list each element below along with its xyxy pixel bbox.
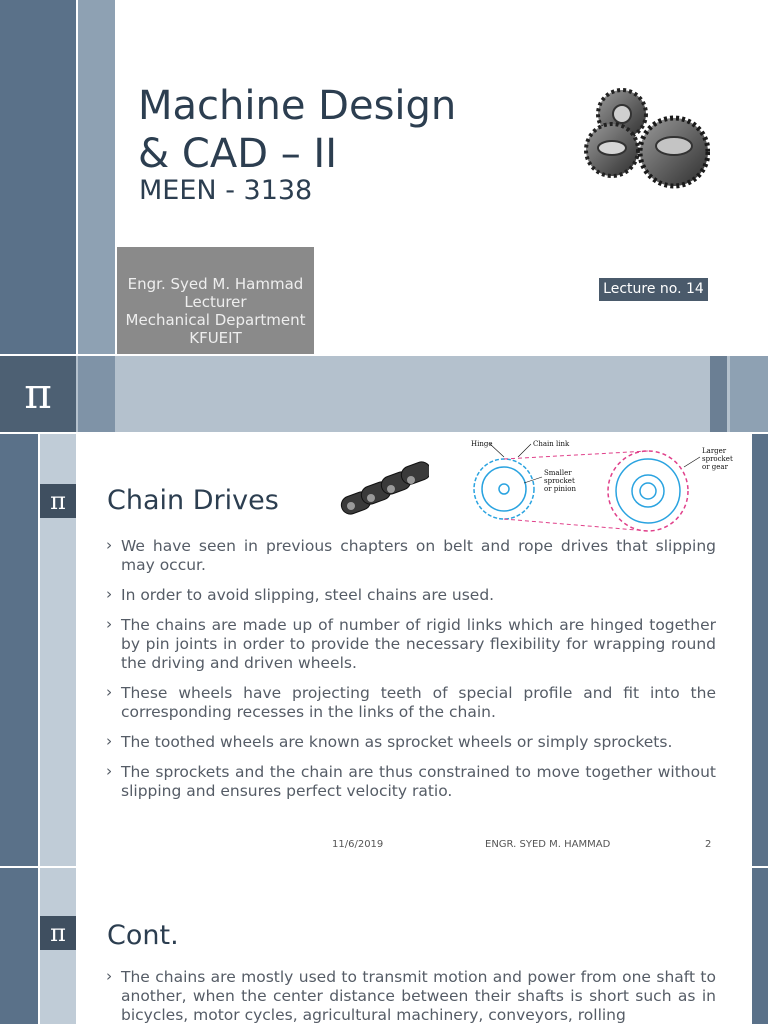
large-sprocket bbox=[608, 451, 688, 531]
author-institution: KFUEIT bbox=[189, 329, 242, 347]
footer-date: 11/6/2019 bbox=[332, 839, 384, 850]
slide-heading: Chain Drives bbox=[107, 485, 279, 516]
bullet-list bbox=[106, 968, 716, 1024]
list-item: › In order to avoid slipping, steel chains are used. bbox=[106, 586, 716, 605]
diagram-labels bbox=[471, 440, 733, 493]
list-item: › The chains are made up of number of rigid links which are hinged together by pin joints in order to provide the necessary flexibility for wrapping round the driving and driven wheels. bbox=[106, 616, 716, 673]
footer-author: ENGR. SYED M. HAMMAD bbox=[485, 839, 611, 850]
author-name: Engr. Syed M. Hammad bbox=[127, 275, 304, 293]
banner-right-accent-light bbox=[730, 356, 768, 432]
chain-drive-diagram bbox=[456, 433, 752, 533]
left-accent-column-light bbox=[78, 0, 115, 354]
lecture-badge: Lecture no. 14 bbox=[599, 278, 708, 301]
label-chain-link: Chain link bbox=[533, 440, 570, 448]
chain-loop bbox=[474, 459, 534, 519]
label-smaller-3: or pinion bbox=[544, 485, 576, 493]
banner-accent bbox=[78, 356, 115, 432]
list-item: › The toothed wheels are known as sprocket wheels or simply sprockets. bbox=[106, 733, 716, 752]
helical-gears-icon bbox=[584, 88, 710, 192]
list-item: › We have seen in previous chapters on belt and rope drives that slipping may occur. bbox=[106, 537, 716, 575]
page-number: 2 bbox=[705, 839, 712, 850]
course-code: MEEN - 3138 bbox=[139, 175, 313, 206]
pi-icon: π bbox=[40, 916, 76, 950]
slide-heading: Cont. bbox=[107, 920, 179, 951]
author-department: Mechanical Department bbox=[125, 311, 306, 329]
right-accent-column bbox=[752, 868, 768, 1024]
author-box bbox=[117, 247, 314, 354]
list-item: › The chains are mostly used to transmit motion and power from one shaft to another, when the center distance between their shafts is short such as in bicycles, motor cycles, agricultural machinery, conveyors, rolling bbox=[106, 968, 716, 1024]
label-smaller-2: sprocket bbox=[544, 477, 575, 485]
slide-banner bbox=[0, 356, 768, 432]
cont-slide[interactable] bbox=[0, 868, 768, 1024]
leader-lines bbox=[490, 444, 700, 483]
label-larger-3: or gear bbox=[702, 463, 728, 471]
title-slide[interactable] bbox=[0, 0, 768, 354]
label-smaller-1: Smaller bbox=[544, 469, 572, 477]
left-accent-column bbox=[0, 868, 38, 1024]
title-line-2: & CAD – II bbox=[138, 131, 338, 177]
list-item: › These wheels have projecting teeth of special profile and fit into the corresponding recesses in the links of the chain. bbox=[106, 684, 716, 722]
label-larger-1: Larger bbox=[702, 447, 727, 455]
pi-icon: π bbox=[40, 484, 76, 518]
gear-right bbox=[640, 118, 708, 186]
label-hinge: Hinge bbox=[471, 440, 493, 448]
list-item: › The sprockets and the chain are thus constrained to move together without slipping and ensures perfect velocity ratio. bbox=[106, 763, 716, 801]
title-line-1: Machine Design bbox=[138, 83, 457, 129]
bullet-list bbox=[106, 537, 716, 812]
pi-logo-icon: π bbox=[0, 356, 76, 432]
gear-left bbox=[586, 124, 638, 176]
slide-title bbox=[138, 82, 456, 178]
roller-chain-image bbox=[337, 454, 429, 531]
right-accent-column bbox=[752, 434, 768, 866]
label-larger-2: sprocket bbox=[702, 455, 733, 463]
chain-drives-slide[interactable] bbox=[0, 356, 768, 866]
author-role: Lecturer bbox=[184, 293, 247, 311]
left-accent-column bbox=[0, 434, 38, 866]
banner-right-accent bbox=[710, 356, 727, 432]
left-accent-column bbox=[0, 0, 76, 354]
